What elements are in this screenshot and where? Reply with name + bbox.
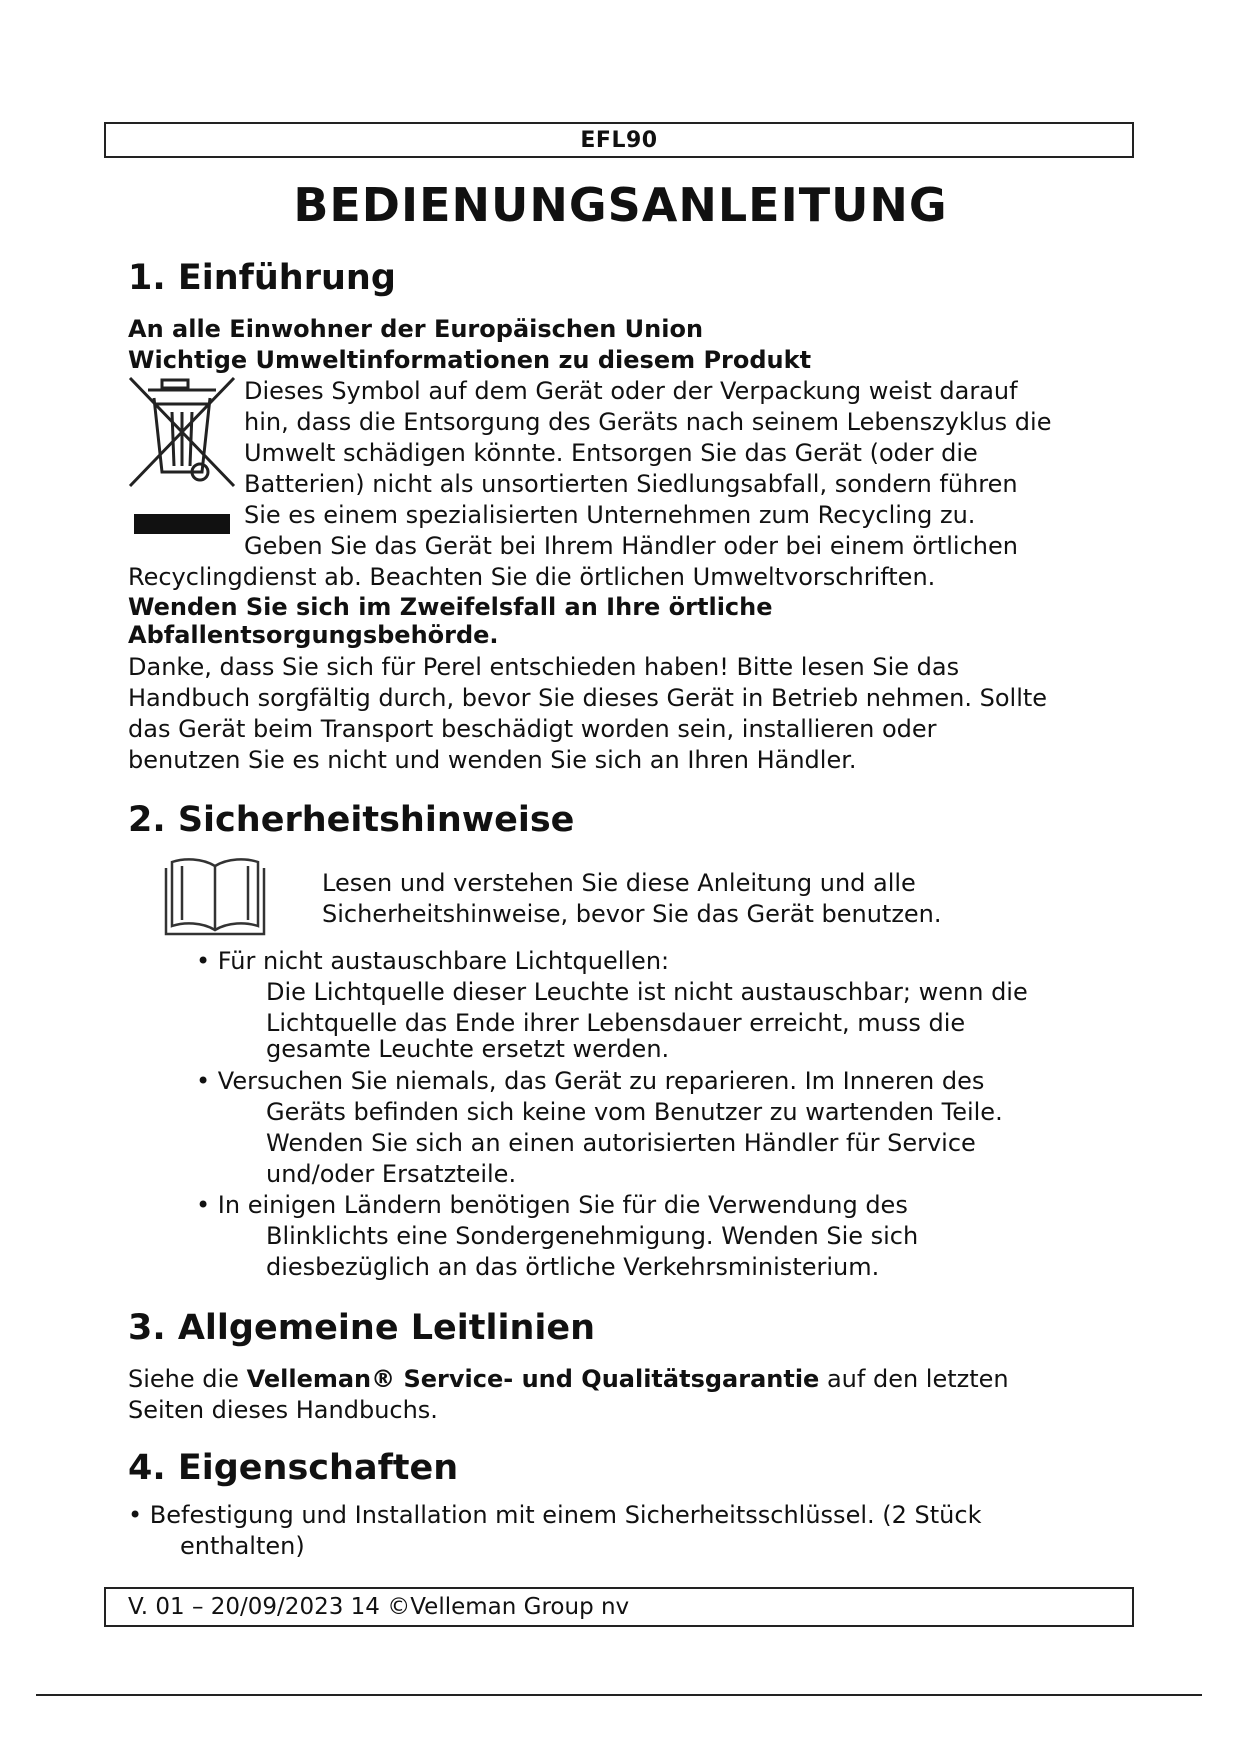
manual-book-icon bbox=[162, 854, 268, 938]
bullet-continuation: Geräts befinden sich keine vom Benutzer zu wartenden Teile. bbox=[266, 1098, 1003, 1126]
section-1-subheading-env: Wichtige Umweltinformationen zu diesem Produkt bbox=[128, 346, 812, 374]
bullet-continuation: Wenden Sie sich an einen autorisierten Händler für Service bbox=[266, 1129, 976, 1157]
read-manual-line: Lesen und verstehen Sie diese Anleitung und alle bbox=[322, 869, 916, 897]
weee-text-line: Batterien) nicht als unsortierten Siedlungsabfall, sondern führen bbox=[244, 470, 1018, 498]
bullet-item: • Für nicht austauschbare Lichtquellen: bbox=[196, 947, 670, 975]
section-4-heading: 4. Eigenschaften bbox=[128, 1448, 459, 1488]
page-bottom-rule bbox=[36, 1694, 1202, 1696]
document-header bbox=[104, 122, 1134, 158]
section-1-heading: 1. Einführung bbox=[128, 258, 396, 298]
weee-text-line: Geben Sie das Gerät bei Ihrem Händler oder bei einem örtlichen bbox=[244, 532, 1018, 560]
weee-bar bbox=[134, 514, 230, 534]
page-title: BEDIENUNGSANLEITUNG bbox=[293, 178, 948, 232]
bullet-icon: • bbox=[128, 1501, 143, 1529]
model-number: EFL90 bbox=[580, 127, 658, 153]
guidelines-text-line: Seiten dieses Handbuchs. bbox=[128, 1396, 438, 1424]
section-3-heading: 3. Allgemeine Leitlinien bbox=[128, 1308, 596, 1348]
thanks-text-line: Handbuch sorgfältig durch, bevor Sie dieses Gerät in Betrieb nehmen. Sollte bbox=[128, 684, 1048, 712]
weee-bin-icon bbox=[126, 374, 242, 498]
bullet-item: • Befestigung und Installation mit einem Sicherheitsschlüssel. (2 Stück bbox=[128, 1501, 982, 1529]
bullet-continuation: Lichtquelle das Ende ihrer Lebensdauer erreicht, muss die bbox=[266, 1009, 966, 1037]
disposal-warning-line: Wenden Sie sich im Zweifelsfall an Ihre örtliche bbox=[128, 593, 773, 621]
read-manual-line: Sicherheitshinweise, bevor Sie das Gerät benutzen. bbox=[322, 900, 942, 928]
bullet-item: • Versuchen Sie niemals, das Gerät zu reparieren. Im Inneren des bbox=[196, 1067, 985, 1095]
weee-text-line: Dieses Symbol auf dem Gerät oder der Verpackung weist darauf bbox=[244, 377, 1018, 405]
document-footer bbox=[104, 1587, 1134, 1627]
thanks-text-line: Danke, dass Sie sich für Perel entschieden haben! Bitte lesen Sie das bbox=[128, 653, 960, 681]
bullet-continuation: gesamte Leuchte ersetzt werden. bbox=[266, 1035, 670, 1063]
weee-text-line: Recyclingdienst ab. Beachten Sie die örtlichen Umweltvorschriften. bbox=[128, 563, 936, 591]
weee-text-line: Umwelt schädigen könnte. Entsorgen Sie das Gerät (oder die bbox=[244, 439, 978, 467]
thanks-text-line: das Gerät beim Transport beschädigt worden sein, installieren oder bbox=[128, 715, 937, 743]
weee-text-line: Sie es einem spezialisierten Unternehmen zum Recycling zu. bbox=[244, 501, 976, 529]
bullet-icon: • bbox=[196, 1191, 211, 1219]
warranty-reference: Velleman® Service- und Qualitätsgarantie bbox=[246, 1365, 820, 1393]
bullet-continuation: diesbezüglich an das örtliche Verkehrsministerium. bbox=[266, 1253, 880, 1281]
disposal-warning-line: Abfallentsorgungsbehörde. bbox=[128, 621, 499, 649]
bullet-continuation: enthalten) bbox=[180, 1532, 305, 1560]
bullet-continuation: Die Lichtquelle dieser Leuchte ist nicht austauschbar; wenn die bbox=[266, 978, 1028, 1006]
guidelines-text-line: Siehe die Velleman® Service- und Qualitätsgarantie auf den letzten bbox=[128, 1365, 1009, 1393]
section-2-heading: 2. Sicherheitshinweise bbox=[128, 800, 575, 840]
section-1-subheading-eu: An alle Einwohner der Europäischen Union bbox=[128, 315, 704, 343]
bullet-continuation: Blinklichts eine Sondergenehmigung. Wenden Sie sich bbox=[266, 1222, 919, 1250]
thanks-text-line: benutzen Sie es nicht und wenden Sie sich an Ihren Händler. bbox=[128, 746, 857, 774]
bullet-icon: • bbox=[196, 947, 211, 975]
weee-text-line: hin, dass die Entsorgung des Geräts nach seinem Lebenszyklus die bbox=[244, 408, 1052, 436]
bullet-item: • In einigen Ländern benötigen Sie für die Verwendung des bbox=[196, 1191, 908, 1219]
bullet-icon: • bbox=[196, 1067, 211, 1095]
bullet-continuation: und/oder Ersatzteile. bbox=[266, 1160, 517, 1188]
footer-version: V. 01 – 20/09/2023 14 ©Velleman Group nv bbox=[128, 1594, 630, 1620]
